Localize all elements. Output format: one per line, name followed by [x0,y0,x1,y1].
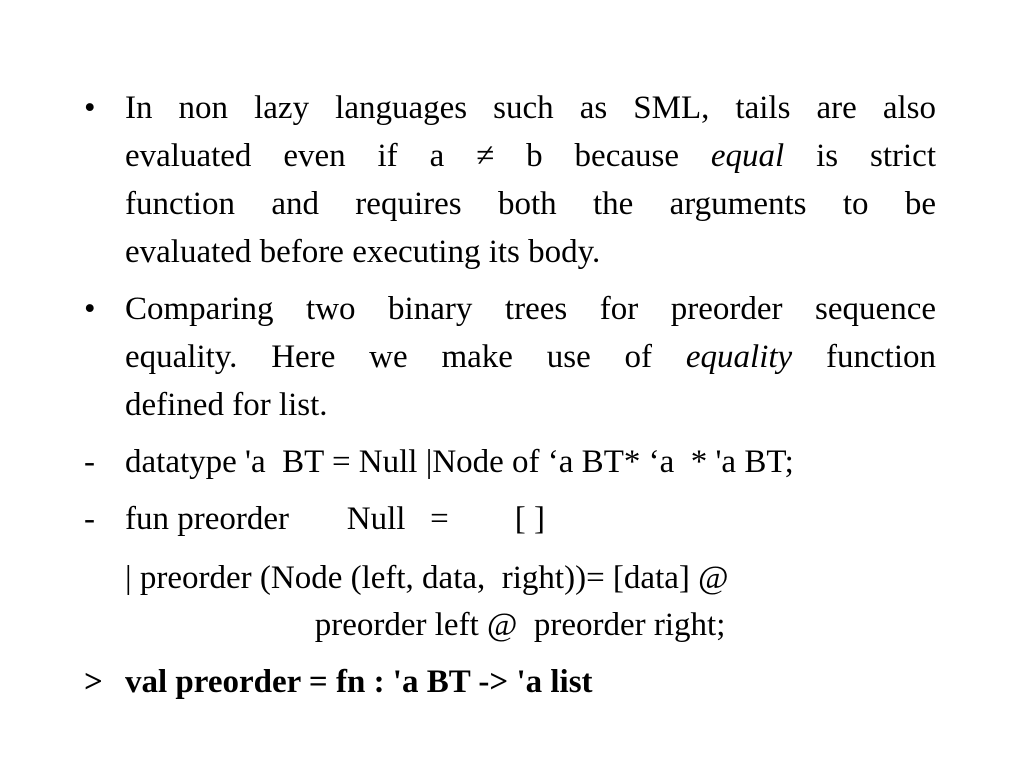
text-line [125,180,936,228]
text-line [125,333,936,381]
code-preorder-line: | preorder (Node (left, data, right))= [data] @ [125,560,729,596]
text-run: b because [494,138,711,174]
bullet-marker: • [84,90,96,126]
text-run: equality. Here we make use of [125,339,686,375]
result-item [84,658,944,706]
text-run: defined for list. [125,387,328,423]
not-equal-symbol: ≠ [476,138,495,174]
code-fun-line: fun preorder Null = [ ] [125,501,546,537]
code-item-1 [84,438,944,486]
result-line: val preorder = fn : 'a BT -> 'a list [125,664,593,700]
dash-marker: - [84,444,95,480]
bullet-item-1 [84,84,944,276]
text-run: evaluated before executing its body. [125,234,601,270]
text-line [125,285,936,333]
bullet-item-2 [84,285,944,429]
bullet-marker: • [84,291,96,327]
code-item-4 [84,601,944,649]
code-item-2 [84,495,944,543]
text-run: is strict [784,138,936,174]
text-line [125,84,936,132]
text-line [125,132,936,180]
emphasis-equal: equal [710,138,785,174]
text-run: In non lazy languages such as SML, tails are also [125,90,936,126]
text-run: function and requires both the arguments to be [125,186,936,222]
text-run: Comparing two binary trees for preorder sequence [125,291,936,327]
bullet-text-1 [125,84,936,276]
code-continuation-line: preorder left @ preorder right; [125,607,726,643]
prompt-marker: > [84,664,103,700]
text-line [125,228,936,276]
text-line [125,381,936,429]
code-datatype-line: datatype 'a BT = Null |Node of ‘a BT* ‘a * 'a BT; [125,444,794,480]
text-run: function [792,339,936,375]
dash-marker: - [84,501,95,537]
text-run: evaluated even if a [125,138,477,174]
code-item-3 [84,554,944,602]
emphasis-equality: equality [685,339,793,375]
bullet-text-2 [125,285,936,429]
